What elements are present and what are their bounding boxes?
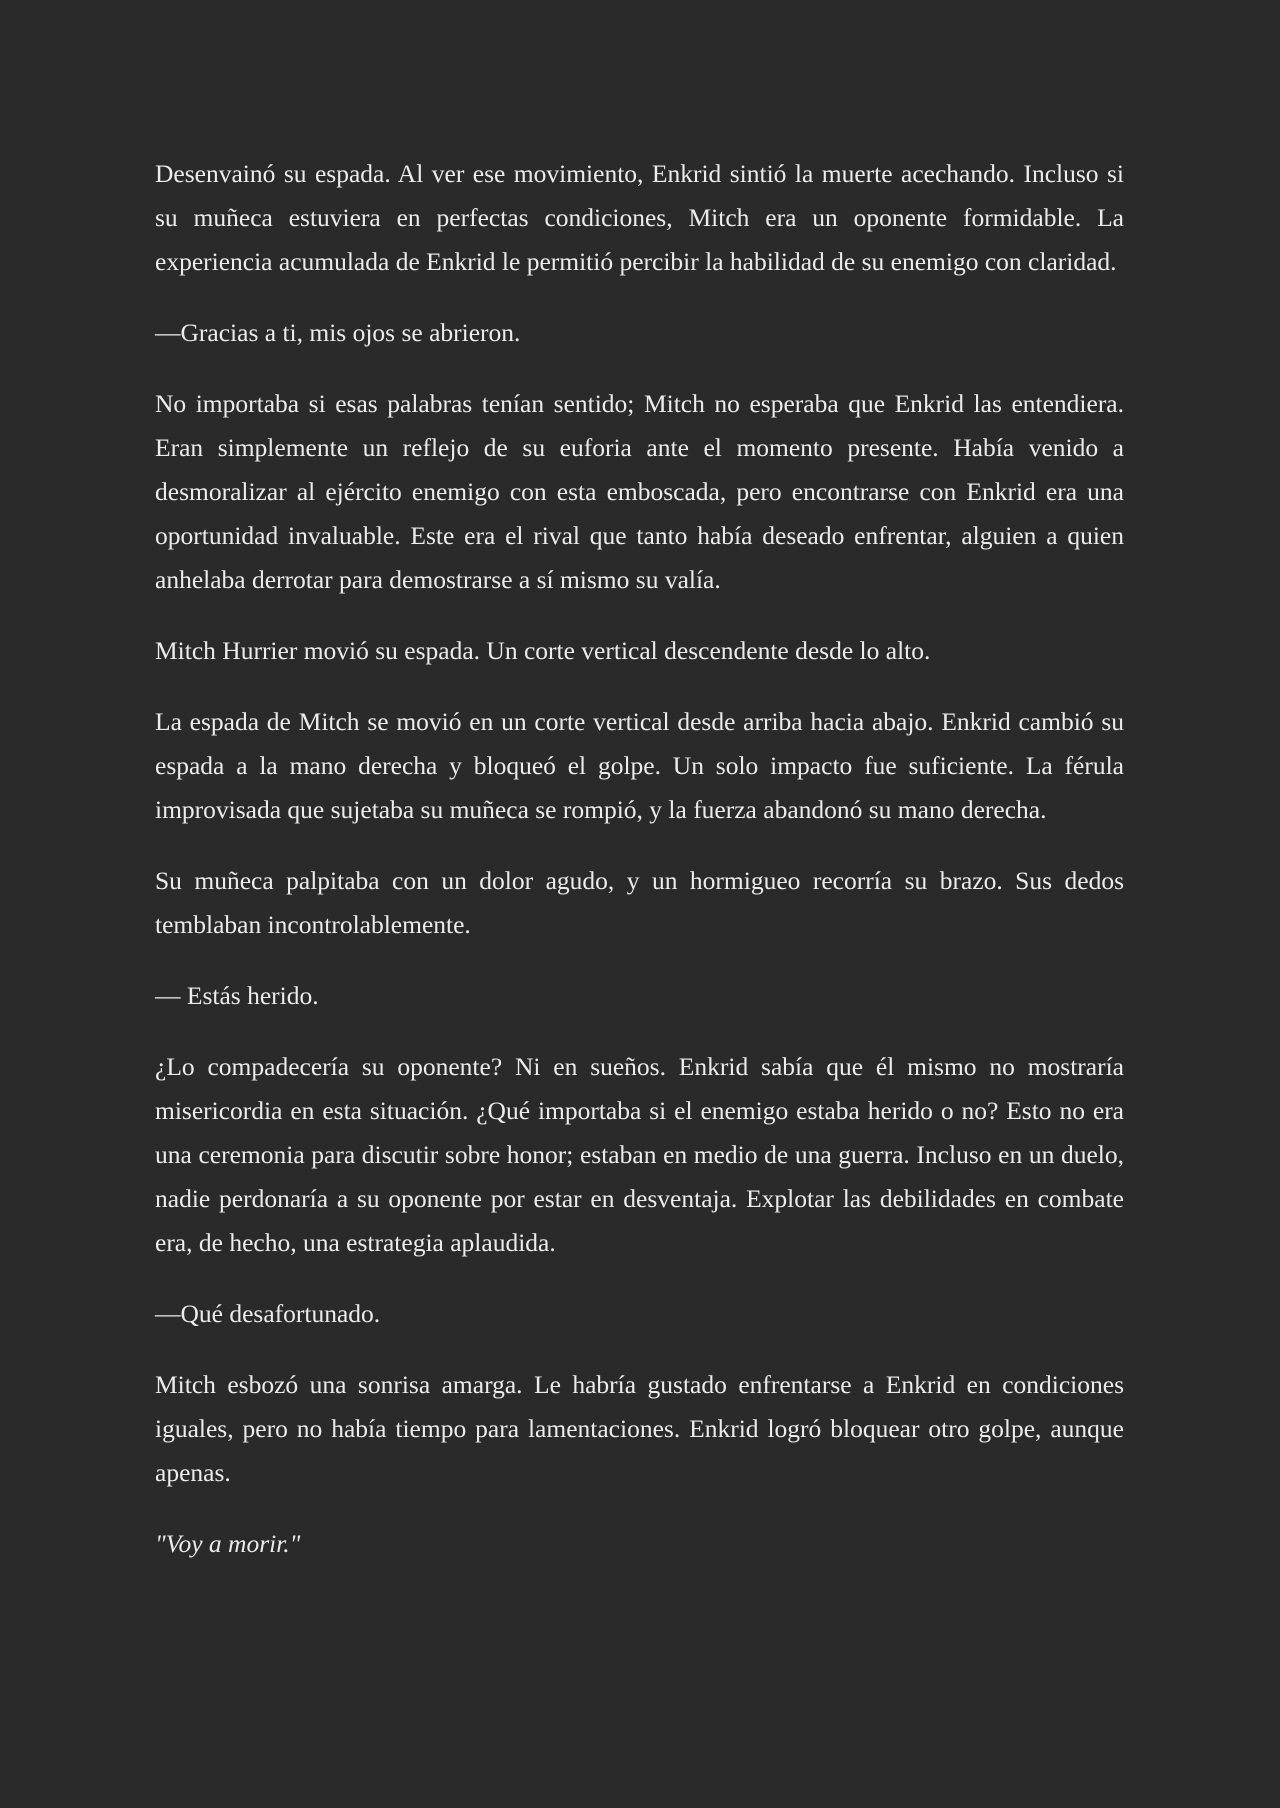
paragraph: ¿Lo compadecería su oponente? Ni en sueños. Enkrid sabía que él mismo no mostraría misericordia en esta situación. ¿Qué importaba si el enemigo estaba herido o no? Esto no era una ceremonia para discutir sobre honor; estaban en medio de una guerra. Incluso en un duelo, nadie perdonaría a su oponente por estar en desventaja. Explotar las debilidades en combate era, de hecho, una estrategia aplaudida. — [155, 1052, 1124, 1257]
paragraph: La espada de Mitch se movió en un corte vertical desde arriba hacia abajo. Enkrid cambió su espada a la mano derecha y bloqueó el golpe. Un solo impacto fue suficiente. La férula improvisada que sujetaba su muñeca se rompió, y la fuerza abandonó su mano derecha. — [155, 707, 1124, 824]
inner-thought: "Voy a morir." — [155, 1529, 301, 1558]
paragraph: Desenvainó su espada. Al ver ese movimiento, Enkrid sintió la muerte acechando. Incluso si su muñeca estuviera en perfectas condiciones, Mitch era un oponente formidable. La experiencia acumulada de Enkrid le permitió percibir la habilidad de su enemigo con claridad. — [155, 159, 1124, 276]
paragraph: No importaba si esas palabras tenían sentido; Mitch no esperaba que Enkrid las entendiera. Eran simplemente un reflejo de su euforia ante el momento presente. Había venido a desmoralizar al ejército enemigo con esta emboscada, pero encontrarse con Enkrid era una oportunidad invaluable. Este era el rival que tanto había deseado enfrentar, alguien a quien anhelaba derrotar para demostrarse a sí mismo su valía. — [155, 389, 1124, 594]
paragraph: Mitch Hurrier movió su espada. Un corte vertical descendente desde lo alto. — [155, 636, 931, 665]
paragraph: Mitch esbozó una sonrisa amarga. Le habría gustado enfrentarse a Enkrid en condiciones iguales, pero no había tiempo para lamentaciones. Enkrid logró bloquear otro golpe, aunque apenas. — [155, 1370, 1124, 1487]
dialogue-line: —Qué desafortunado. — [155, 1299, 381, 1328]
dialogue-line: —Gracias a ti, mis ojos se abrieron. — [155, 318, 521, 347]
chapter-text — [155, 152, 1124, 1566]
dialogue-line: — Estás herido. — [155, 981, 319, 1010]
paragraph: Su muñeca palpitaba con un dolor agudo, y un hormigueo recorría su brazo. Sus dedos temblaban incontrolablemente. — [155, 866, 1124, 939]
